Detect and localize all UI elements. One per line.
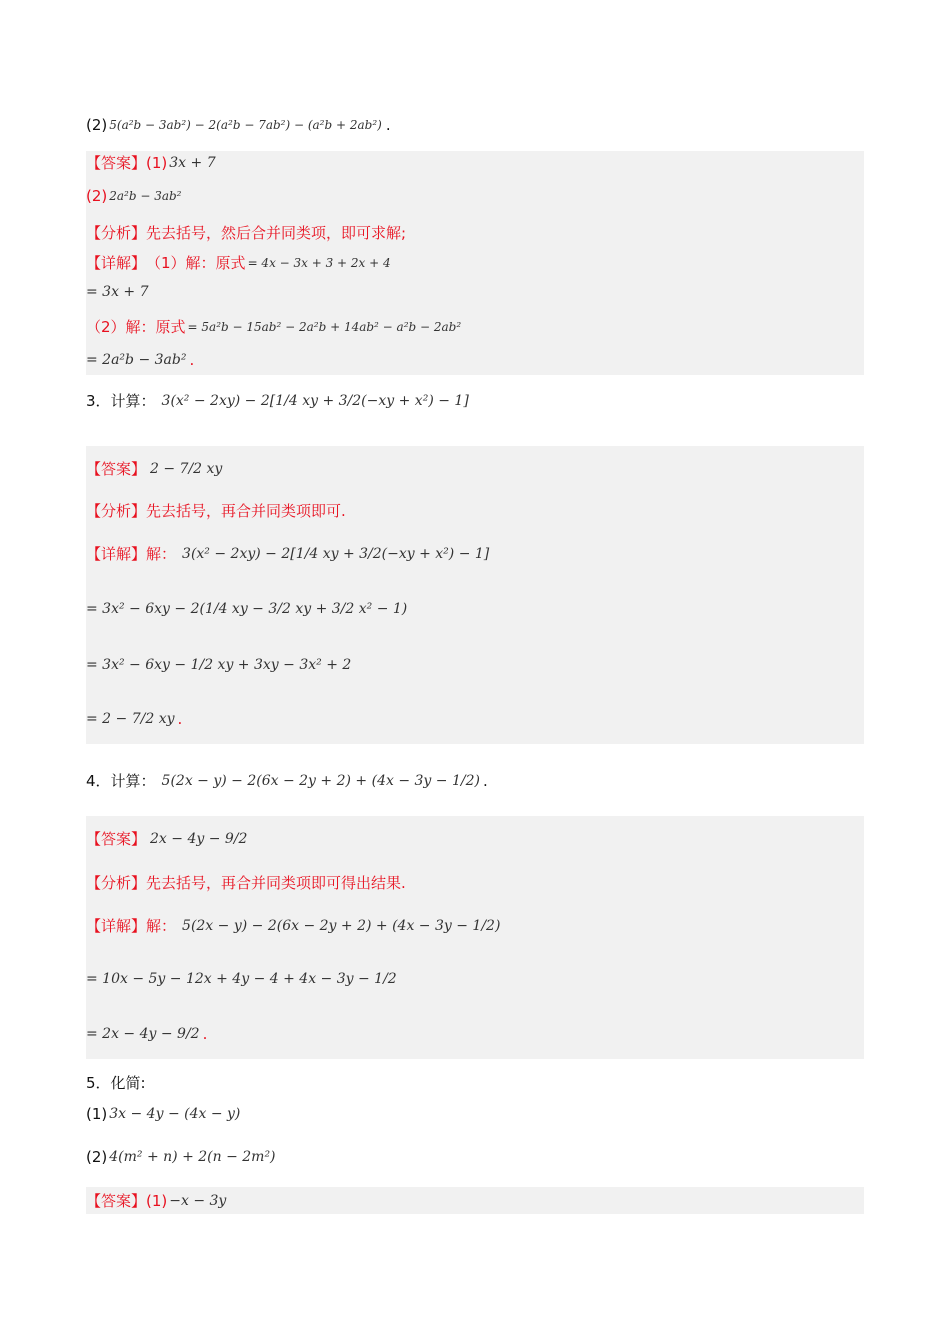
answer-tag: 【答案】	[86, 1192, 147, 1210]
detail-lead: （1）解：原式	[146, 254, 246, 272]
detail-line-3-1	[86, 543, 489, 564]
detail-expression: = 2x − 4y − 9/2	[86, 1026, 200, 1042]
period: .	[385, 116, 391, 134]
solution-block-4	[86, 816, 864, 1059]
problem-expression: 3(x² − 2xy) − 2[1/4 xy + 3/2(−xy + x²) − 1]	[161, 392, 469, 409]
detail-line-3-2	[86, 601, 407, 617]
detail-expression: = 10x − 5y − 12x + 4y − 4 + 4x − 3y − 1/2	[86, 971, 397, 987]
answer-line-4	[86, 828, 247, 849]
detail-line-4-1	[86, 915, 500, 936]
detail-expression: 3(x² − 2xy) − 2[1/4 xy + 3/2(−xy + x²) − 1]	[182, 545, 490, 562]
detail-tag: 【详解】	[86, 254, 147, 272]
problem-number: (2)	[86, 116, 108, 134]
detail-lead: 解：	[146, 545, 177, 563]
answer-expression: 2a²b − 3ab²	[109, 189, 182, 203]
problem-number: 3．计算：	[86, 392, 156, 410]
problem-5-heading	[86, 1072, 146, 1093]
detail-line-3-4	[86, 710, 182, 728]
detail-line-3-3	[86, 657, 351, 673]
analysis-line-4	[86, 872, 406, 893]
detail-expression: = 3x² − 6xy − 1/2 xy + 3xy − 3x² + 2	[86, 657, 352, 673]
detail-line-3	[86, 316, 461, 337]
analysis-line-3	[86, 500, 346, 521]
detail-expression: = 3x² − 6xy − 2(1/4 xy − 3/2 xy + 3/2 x² − 1)	[86, 601, 408, 617]
detail-line-4	[86, 351, 194, 369]
detail-tag: 【详解】	[86, 545, 147, 563]
problem-4-line	[86, 770, 488, 791]
detail-tag: 【详解】	[86, 917, 147, 935]
problem-5-part-2	[86, 1148, 276, 1166]
detail-lead: 解：	[146, 917, 177, 935]
answer-tag: 【答案】	[86, 830, 147, 848]
analysis-text: 先去括号，再合并同类项即可得出结果.	[146, 874, 406, 892]
detail-line-4-3	[86, 1025, 207, 1043]
answer-tag: 【答案】	[86, 460, 147, 478]
part-number: (2)	[86, 1148, 108, 1166]
detail-line-4-2	[86, 971, 397, 987]
problem-number: 5．化简:	[86, 1074, 146, 1092]
analysis-tag: 【分析】	[86, 224, 147, 242]
detail-expression: 5(2x − y) − 2(6x − 2y + 2) + (4x − 3y − 1/2)	[182, 917, 501, 934]
detail-line-2	[86, 284, 149, 300]
problem-2-line	[86, 116, 391, 134]
answer-line-2	[86, 187, 182, 205]
detail-line-1	[86, 252, 391, 273]
analysis-text: 先去括号，再合并同类项即可.	[146, 502, 346, 520]
detail-lead: （2）解：原式	[86, 318, 186, 336]
answer-line-5	[86, 1190, 226, 1211]
detail-expression: = 2a²b − 3ab²	[86, 352, 187, 368]
detail-expression: = 5a²b − 15ab² − 2a²b + 14ab² − a²b − 2ab²	[187, 319, 462, 334]
period: .	[482, 771, 488, 790]
answer-tag: 【答案】	[86, 154, 147, 172]
period: .	[177, 710, 183, 728]
analysis-tag: 【分析】	[86, 874, 147, 892]
problem-expression: 5(a²b − 3ab²) − 2(a²b − 7ab²) − (a²b + 2ab²)	[109, 118, 382, 132]
period: .	[189, 351, 195, 369]
answer-part-number: (1)	[146, 153, 168, 172]
problem-number: 4．计算：	[86, 772, 156, 790]
answer-expression: 3x + 7	[169, 154, 216, 171]
part-expression: 3x − 4y − (4x − y)	[109, 1106, 241, 1122]
analysis-tag: 【分析】	[86, 502, 147, 520]
analysis-line-1	[86, 222, 406, 243]
answer-expression: −x − 3y	[169, 1192, 227, 1209]
problem-5-part-1	[86, 1105, 240, 1123]
answer-expression: 2x − 4y − 9/2	[150, 830, 248, 847]
period: .	[202, 1025, 208, 1043]
answer-part-number: (2)	[86, 187, 108, 205]
detail-expression: = 4x − 3x + 3 + 2x + 4	[247, 255, 391, 270]
analysis-text: 先去括号，然后合并同类项，即可求解;	[146, 224, 407, 242]
answer-expression: 2 − 7/2 xy	[150, 460, 223, 477]
part-expression: 4(m² + n) + 2(n − 2m²)	[109, 1149, 276, 1165]
answer-part-number: (1)	[146, 1191, 168, 1210]
detail-expression: = 3x + 7	[86, 284, 149, 300]
answer-line-3	[86, 458, 222, 479]
problem-expression: 5(2x − y) − 2(6x − 2y + 2) + (4x − 3y − 1/2)	[161, 772, 480, 789]
part-number: (1)	[86, 1105, 108, 1123]
answer-line-1	[86, 152, 216, 173]
problem-3-line	[86, 390, 469, 411]
solution-block-3	[86, 446, 864, 744]
detail-expression: = 2 − 7/2 xy	[86, 711, 175, 727]
